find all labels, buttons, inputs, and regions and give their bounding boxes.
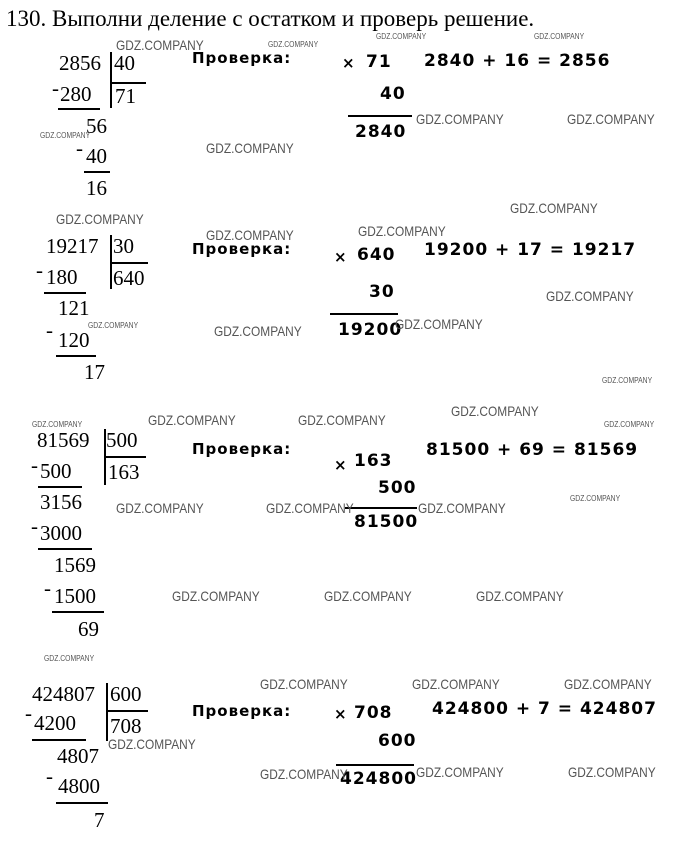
step-remainder: 1569	[54, 553, 96, 577]
step-subtrahend: 120	[58, 328, 90, 352]
watermark: GDZ.COMPANY	[570, 494, 621, 503]
exercise-title: 130. Выполни деление с остатком и проверь решение.	[6, 6, 535, 31]
step-subtrahend: 4200	[34, 711, 76, 735]
final-remainder: 16	[86, 176, 107, 200]
check-label: Проверка:	[192, 49, 292, 67]
watermark: GDZ.COMPANY	[416, 111, 504, 127]
mult-bottom: 40	[380, 84, 406, 104]
step-line	[32, 739, 86, 741]
step-remainder: 3156	[40, 490, 82, 514]
watermark: GDZ.COMPANY	[40, 131, 91, 140]
watermark: GDZ.COMPANY	[376, 32, 427, 41]
watermark: GDZ.COMPANY	[564, 676, 652, 692]
watermark: GDZ.COMPANY	[214, 323, 302, 339]
watermark: GDZ.COMPANY	[32, 420, 83, 429]
product: 81500	[354, 512, 419, 532]
product: 19200	[338, 320, 403, 340]
check-equation: 19200 + 17 = 19217	[424, 240, 637, 260]
check-label: Проверка:	[192, 240, 292, 258]
check-label: Проверка:	[192, 702, 292, 720]
watermark: GDZ.COMPANY	[260, 766, 348, 782]
step-subtrahend: 280	[60, 82, 92, 106]
step-subtrahend: 3000	[40, 521, 82, 545]
step-subtrahend: 500	[40, 459, 72, 483]
mult-line	[345, 507, 417, 509]
final-remainder: 7	[94, 808, 105, 832]
step-subtrahend: 40	[86, 144, 107, 168]
watermark: GDZ.COMPANY	[412, 676, 500, 692]
mult-top: 163	[354, 451, 393, 471]
times-sign: ×	[334, 248, 348, 266]
watermark: GDZ.COMPANY	[266, 500, 354, 516]
watermark: GDZ.COMPANY	[108, 736, 196, 752]
watermark: GDZ.COMPANY	[546, 288, 634, 304]
minus-sign: -	[44, 576, 51, 600]
watermark: GDZ.COMPANY	[358, 223, 446, 239]
divisor: 30	[113, 234, 134, 258]
mult-top: 640	[357, 245, 396, 265]
watermark: GDZ.COMPANY	[510, 200, 598, 216]
dividend: 2856	[59, 51, 101, 75]
divisor: 600	[110, 682, 142, 706]
division-bar	[110, 52, 112, 108]
quotient: 640	[113, 266, 145, 290]
step-remainder: 121	[58, 296, 90, 320]
watermark: GDZ.COMPANY	[395, 316, 483, 332]
watermark: GDZ.COMPANY	[56, 211, 144, 227]
step-line	[44, 292, 86, 294]
minus-sign: -	[31, 514, 38, 538]
divisor-underline	[108, 710, 148, 712]
check-equation: 424800 + 7 = 424807	[432, 699, 657, 719]
divisor-underline	[106, 456, 146, 458]
step-line	[52, 611, 104, 613]
check-label: Проверка:	[192, 440, 292, 458]
step-line	[38, 486, 82, 488]
mult-bottom: 500	[378, 478, 417, 498]
watermark: GDZ.COMPANY	[206, 140, 294, 156]
mult-line	[330, 313, 398, 315]
step-line	[58, 108, 100, 110]
mult-top: 71	[366, 52, 392, 72]
minus-sign: -	[46, 764, 53, 788]
division-bar	[106, 683, 108, 741]
watermark: GDZ.COMPANY	[602, 376, 653, 385]
watermark: GDZ.COMPANY	[260, 676, 348, 692]
dividend: 19217	[46, 234, 99, 258]
times-sign: ×	[334, 705, 348, 723]
watermark: GDZ.COMPANY	[172, 588, 260, 604]
minus-sign: -	[25, 701, 32, 725]
step-line	[56, 355, 96, 357]
divisor: 40	[114, 51, 135, 75]
mult-top: 708	[354, 703, 393, 723]
final-remainder: 17	[84, 360, 105, 384]
step-line	[38, 548, 92, 550]
step-remainder: 56	[86, 114, 107, 138]
check-equation: 81500 + 69 = 81569	[426, 440, 639, 460]
mult-bottom: 30	[369, 282, 395, 302]
minus-sign: -	[36, 258, 43, 282]
watermark: GDZ.COMPANY	[418, 500, 506, 516]
watermark: GDZ.COMPANY	[206, 227, 294, 243]
quotient: 708	[110, 714, 142, 738]
step-subtrahend: 1500	[54, 584, 96, 608]
watermark: GDZ.COMPANY	[604, 420, 655, 429]
minus-sign: -	[52, 76, 59, 100]
quotient: 71	[115, 84, 136, 108]
step-subtrahend: 4800	[58, 774, 100, 798]
minus-sign: -	[31, 453, 38, 477]
watermark: GDZ.COMPANY	[476, 588, 564, 604]
watermark: GDZ.COMPANY	[416, 764, 504, 780]
dividend: 81569	[37, 428, 90, 452]
watermark: GDZ.COMPANY	[324, 588, 412, 604]
dividend: 424807	[32, 682, 95, 706]
watermark: GDZ.COMPANY	[116, 37, 204, 53]
step-line	[84, 171, 110, 173]
step-remainder: 4807	[57, 744, 99, 768]
divisor: 500	[106, 428, 138, 452]
step-subtrahend: 180	[46, 265, 78, 289]
times-sign: ×	[334, 456, 348, 474]
watermark: GDZ.COMPANY	[268, 40, 319, 49]
check-equation: 2840 + 16 = 2856	[424, 51, 611, 71]
watermark: GDZ.COMPANY	[148, 412, 236, 428]
watermark: GDZ.COMPANY	[298, 412, 386, 428]
final-remainder: 69	[78, 617, 99, 641]
mult-bottom: 600	[378, 731, 417, 751]
times-sign: ×	[342, 54, 356, 72]
watermark: GDZ.COMPANY	[451, 403, 539, 419]
minus-sign: -	[76, 136, 83, 160]
quotient: 163	[108, 460, 140, 484]
watermark: GDZ.COMPANY	[116, 500, 204, 516]
product: 2840	[355, 122, 407, 142]
product: 424800	[340, 769, 417, 789]
watermark: GDZ.COMPANY	[567, 111, 655, 127]
mult-line	[348, 115, 412, 117]
watermark: GDZ.COMPANY	[534, 32, 585, 41]
watermark: GDZ.COMPANY	[88, 321, 139, 330]
watermark: GDZ.COMPANY	[44, 654, 95, 663]
step-line	[56, 802, 108, 804]
divisor-underline	[112, 262, 148, 264]
minus-sign: -	[46, 318, 53, 342]
watermark: GDZ.COMPANY	[568, 764, 656, 780]
